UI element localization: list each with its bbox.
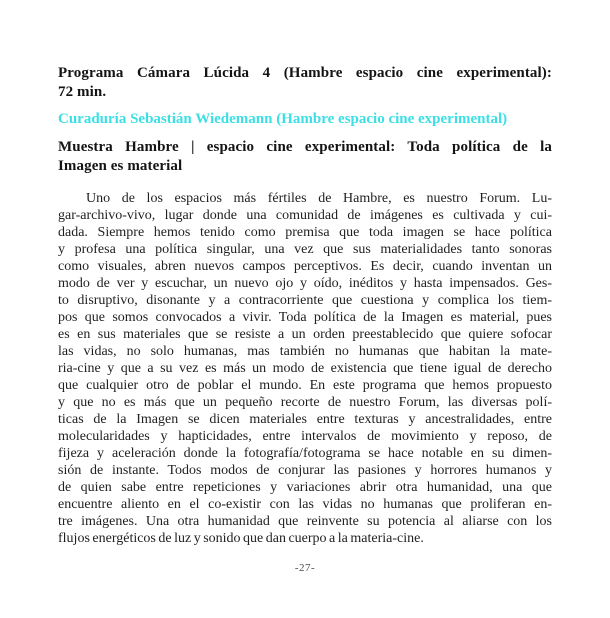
text-line: como visuales, abren nuevos campos perceptivos. Es decir, cuando inventan un <box>58 259 552 274</box>
text-line: tre imágenes. Una otra humanidad que reinvente su potencia al aliarse con los <box>58 514 552 529</box>
page-number: -27- <box>294 562 316 574</box>
text-line: pos que somos convocados a vivir. Toda política de la Imagen es material, pues <box>58 310 552 325</box>
text-line: 72 min. <box>58 84 107 100</box>
text-line: Imagen es material <box>58 158 183 174</box>
text-line: ria-cine y que a su vez es más un modo de existencia que tiene igual de derecho <box>58 361 552 376</box>
program-title <box>58 64 552 102</box>
text-line: las vidas, no solo humanas, mas también no humanas que habitan la mate- <box>58 344 552 359</box>
body-paragraph <box>58 190 552 547</box>
text-line: to disruptivo, disonante y a contracorriente que cuestiona y complica los tiem- <box>58 293 552 308</box>
text-line: Uno de los espacios más fértiles de Hambre, es nuestro Forum. Lu- <box>86 191 552 206</box>
text-line: encuentre aliento en el co-existir con las vidas no humanas que proliferan en- <box>58 497 552 512</box>
text-line: sión de instante. Todos modos de conjurar las pasiones y horrores humanos y <box>58 463 552 478</box>
text-line: fijeza y aceleración donde la fotografía/fotograma se hace notable en su dimen- <box>58 446 552 461</box>
text-line: modo de ver y escuchar, un nuevo ojo y oído, inéditos y hasta impensados. Ges- <box>58 276 552 291</box>
text-line: molecularidades y hapticidades, entre intervalos de movimiento y reposo, de <box>58 429 552 444</box>
text-block <box>58 64 552 547</box>
text-line: y profesa una política singular, una vez que sus materialidades tanto sonoras <box>58 242 552 257</box>
text-line: de quien sabe entre repeticiones y variaciones abrir otra humanidad, una que <box>58 480 552 495</box>
text-line: Muestra Hambre | espacio cine experimental: Toda política de la <box>58 139 552 155</box>
show-title <box>58 138 552 176</box>
text-line: que cualquier otro de poblar el mundo. En este programa que hemos propuesto <box>58 378 552 393</box>
text-line: dada. Siempre hemos tenido como premisa que toda imagen se hace política <box>58 225 552 240</box>
text-line: gar-archivo-vivo, lugar donde una comunidad de imágenes es cultivada y cui- <box>58 208 552 223</box>
text-line: flujos energéticos de luz y sonido que dan cuerpo a la materia-cine. <box>58 531 424 546</box>
text-line: ticas de la Imagen se dicen materiales entre texturas y ancestralidades, entre <box>58 412 552 427</box>
text-line: Programa Cámara Lúcida 4 (Hambre espacio cine experimental): <box>58 65 552 81</box>
text-line: es en sus materiales que se resiste a un orden preestablecido que quiere sofocar <box>58 327 552 342</box>
curator-credit: Curaduría Sebastián Wiedemann (Hambre espacio cine experimental) <box>58 111 508 127</box>
text-line: y que no es más que un pequeño recorte de nuestro Forum, las diversas polí- <box>58 395 552 410</box>
